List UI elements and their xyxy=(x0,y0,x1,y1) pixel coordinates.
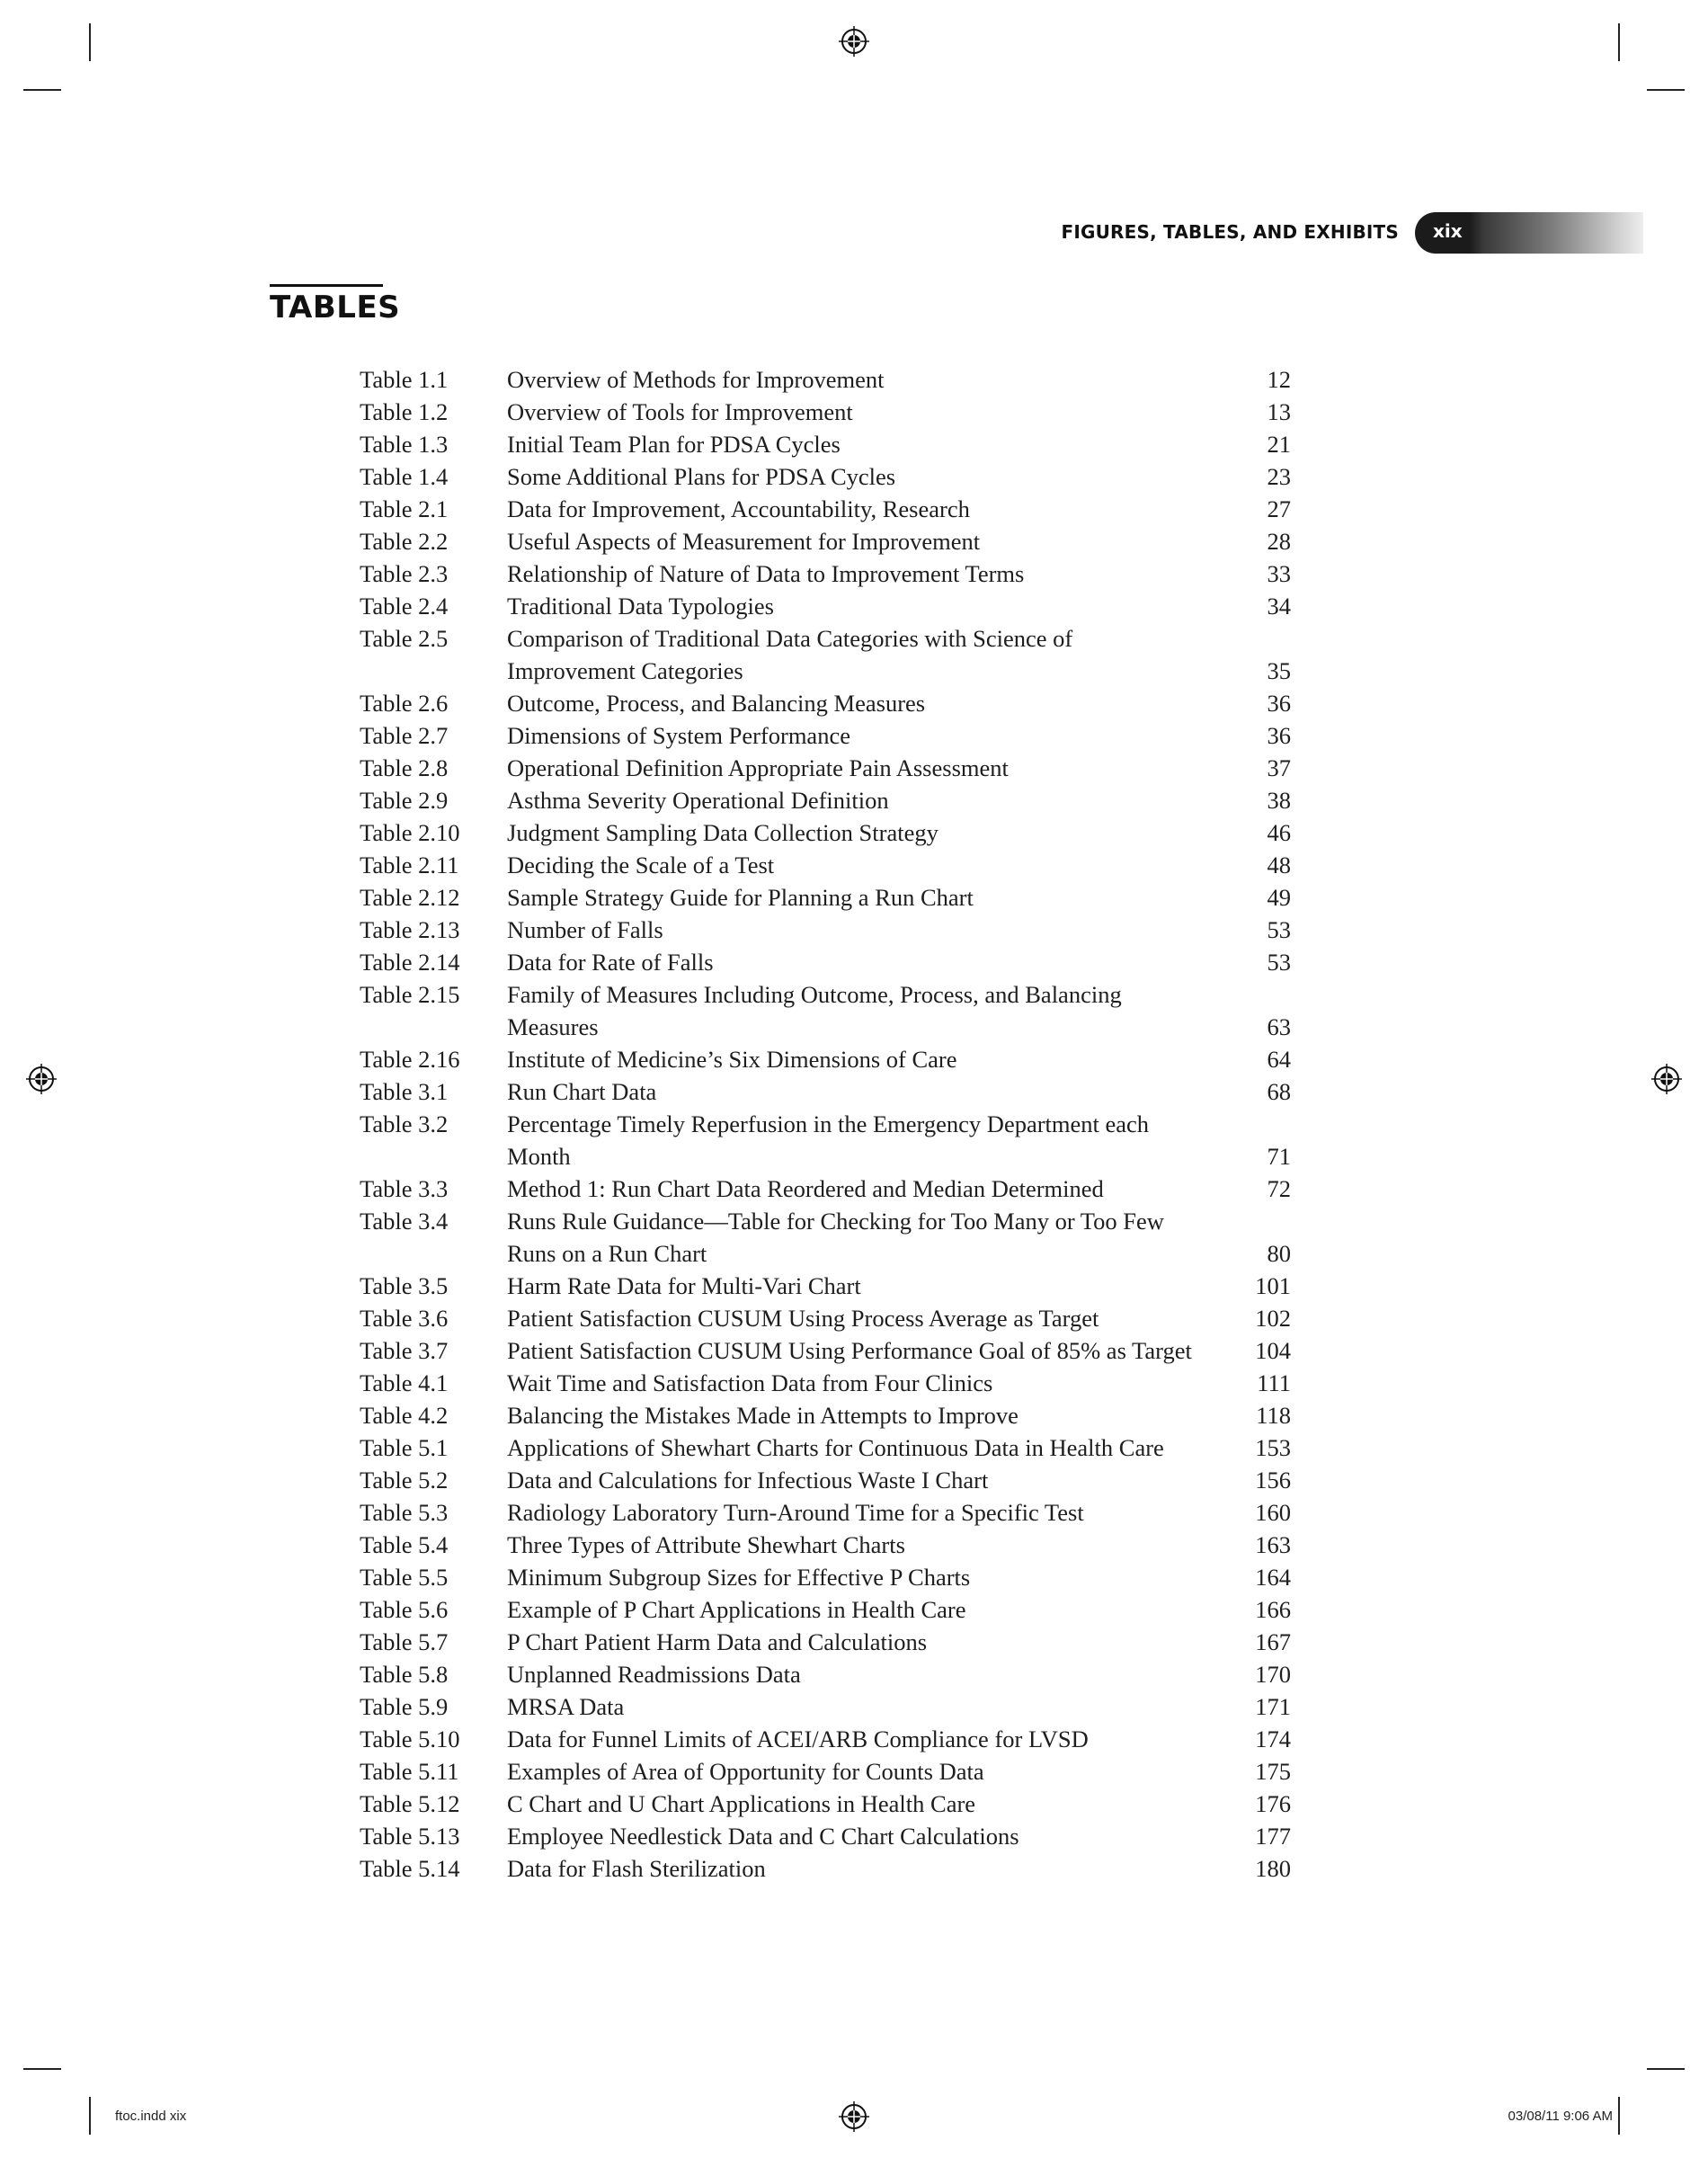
table-title: Data for Rate of Falls xyxy=(507,949,714,976)
toc-entry xyxy=(360,1108,1291,1173)
table-number: Table 5.5 xyxy=(360,1564,449,1591)
table-number: Table 2.8 xyxy=(360,754,449,781)
table-title: Deciding the Scale of a Test xyxy=(507,852,775,878)
page-number: 35 xyxy=(1267,657,1291,684)
toc-entry xyxy=(360,752,1291,784)
page-number: 166 xyxy=(1255,1596,1291,1623)
page-number: 175 xyxy=(1255,1758,1291,1785)
toc-entry xyxy=(360,784,1291,816)
table-title: Unplanned Readmissions Data xyxy=(507,1661,801,1688)
table-title: Number of Falls xyxy=(507,916,663,943)
table-number: Table 5.4 xyxy=(360,1531,449,1558)
page-number: 171 xyxy=(1255,1693,1291,1720)
page-number: 28 xyxy=(1267,528,1291,555)
toc-entry xyxy=(360,1302,1291,1334)
page-number: 177 xyxy=(1255,1823,1291,1850)
table-number: Table 5.3 xyxy=(360,1499,449,1526)
toc-entry xyxy=(360,1205,1291,1270)
page-number: 63 xyxy=(1267,1013,1291,1040)
table-number: Table 4.2 xyxy=(360,1402,449,1429)
crop-mark-bottom-right xyxy=(1618,2097,1620,2135)
table-title: Method 1: Run Chart Data Reordered and Median Determined xyxy=(507,1175,1104,1202)
toc-entry xyxy=(360,1561,1291,1593)
toc-entry xyxy=(360,816,1291,849)
table-title: Data for Improvement, Accountability, Research xyxy=(507,495,970,522)
toc-entry xyxy=(360,1690,1291,1723)
page-number: 21 xyxy=(1267,431,1291,458)
table-number: Table 5.6 xyxy=(360,1596,449,1623)
crop-mark-top-right xyxy=(1647,89,1685,91)
table-title: Family of Measures Including Outcome, Process, and Balancing Measures xyxy=(507,981,1122,1040)
toc-entry xyxy=(360,493,1291,525)
table-number: Table 5.8 xyxy=(360,1661,449,1688)
table-title: Employee Needlestick Data and C Chart Calculations xyxy=(507,1823,1019,1850)
table-title: Comparison of Traditional Data Categories with Science of Improvement Categories xyxy=(507,625,1073,684)
page-number: 101 xyxy=(1255,1272,1291,1299)
page-number: 23 xyxy=(1267,463,1291,490)
table-number: Table 2.5 xyxy=(360,625,449,652)
table-title: Sample Strategy Guide for Planning a Run Chart xyxy=(507,884,974,911)
table-title: Data for Flash Sterilization xyxy=(507,1855,766,1882)
page-number: 68 xyxy=(1267,1078,1291,1105)
page-number: 102 xyxy=(1255,1305,1291,1332)
page-number: 176 xyxy=(1255,1790,1291,1817)
table-number: Table 5.14 xyxy=(360,1855,460,1882)
page-number: 33 xyxy=(1267,560,1291,587)
table-number: Table 1.3 xyxy=(360,431,449,458)
toc-entry xyxy=(360,1431,1291,1464)
table-title: Traditional Data Typologies xyxy=(507,593,774,620)
table-title: Wait Time and Satisfaction Data from Four Clinics xyxy=(507,1369,993,1396)
table-title: Radiology Laboratory Turn-Around Time for a Specific Test xyxy=(507,1499,1084,1526)
page-number: 36 xyxy=(1267,722,1291,749)
table-title: Runs Rule Guidance—Table for Checking for Too Many or Too Few Runs on a Run Chart xyxy=(507,1208,1164,1267)
toc-entry xyxy=(360,1367,1291,1399)
table-title: Example of P Chart Applications in Health Care xyxy=(507,1596,966,1623)
toc-entry xyxy=(360,1075,1291,1108)
table-title: Harm Rate Data for Multi-Vari Chart xyxy=(507,1272,861,1299)
page-number: 13 xyxy=(1267,398,1291,425)
page-number: 174 xyxy=(1255,1726,1291,1752)
toc-entry xyxy=(360,719,1291,752)
toc-entry xyxy=(360,622,1291,687)
page-number: 48 xyxy=(1267,852,1291,878)
table-number: Table 3.1 xyxy=(360,1078,449,1105)
footer-timestamp: 03/08/11 9:06 AM xyxy=(1508,2109,1613,2124)
page-number: 49 xyxy=(1267,884,1291,911)
page-number: 36 xyxy=(1267,690,1291,717)
table-title: Operational Definition Appropriate Pain Assessment xyxy=(507,754,1009,781)
crop-mark-bottom-left xyxy=(23,2068,61,2070)
toc-entry xyxy=(360,1820,1291,1852)
table-number: Table 3.6 xyxy=(360,1305,449,1332)
table-title: MRSA Data xyxy=(507,1693,625,1720)
table-number: Table 2.16 xyxy=(360,1046,460,1073)
page-number: 34 xyxy=(1267,593,1291,620)
page-number-tab xyxy=(1415,212,1643,254)
page-number: 53 xyxy=(1267,949,1291,976)
page-number: 104 xyxy=(1255,1337,1291,1364)
table-number: Table 2.14 xyxy=(360,949,460,976)
page-number: 153 xyxy=(1255,1434,1291,1461)
table-number: Table 5.7 xyxy=(360,1628,449,1655)
table-number: Table 2.11 xyxy=(360,852,459,878)
toc-entry xyxy=(360,1658,1291,1690)
page-number: 167 xyxy=(1255,1628,1291,1655)
toc-entry xyxy=(360,1496,1291,1529)
toc-entry xyxy=(360,1529,1291,1561)
table-title: Minimum Subgroup Sizes for Effective P Charts xyxy=(507,1564,971,1591)
table-title: Data and Calculations for Infectious Waste I Chart xyxy=(507,1467,989,1494)
page-number: 164 xyxy=(1255,1564,1291,1591)
registration-mark-left-icon xyxy=(26,1064,57,1094)
page-number: 71 xyxy=(1267,1143,1291,1170)
table-number: Table 2.1 xyxy=(360,495,449,522)
table-number: Table 2.2 xyxy=(360,528,449,555)
toc-entry xyxy=(360,1593,1291,1626)
table-number: Table 5.9 xyxy=(360,1693,449,1720)
table-title: Outcome, Process, and Balancing Measures xyxy=(507,690,926,717)
table-number: Table 5.13 xyxy=(360,1823,460,1850)
page-number: 163 xyxy=(1255,1531,1291,1558)
page-number: 27 xyxy=(1267,495,1291,522)
table-number: Table 5.2 xyxy=(360,1467,449,1494)
toc-entry xyxy=(360,849,1291,881)
toc-entry xyxy=(360,946,1291,978)
toc-entry xyxy=(360,557,1291,590)
running-header-title: FIGURES, TABLES, AND EXHIBITS xyxy=(1061,221,1399,243)
table-title: P Chart Patient Harm Data and Calculations xyxy=(507,1628,928,1655)
toc-entry xyxy=(360,1852,1291,1885)
table-title: Three Types of Attribute Shewhart Charts xyxy=(507,1531,905,1558)
table-title: Balancing the Mistakes Made in Attempts to Improve xyxy=(507,1402,1019,1429)
table-number: Table 2.4 xyxy=(360,593,449,620)
table-number: Table 2.3 xyxy=(360,560,449,587)
table-title: Useful Aspects of Measurement for Improvement xyxy=(507,528,981,555)
table-number: Table 3.5 xyxy=(360,1272,449,1299)
page-number: 118 xyxy=(1256,1402,1291,1429)
toc-entry xyxy=(360,881,1291,914)
toc-entry xyxy=(360,1626,1291,1658)
page-number: xix xyxy=(1433,220,1463,242)
toc-entry xyxy=(360,1334,1291,1367)
table-title: Initial Team Plan for PDSA Cycles xyxy=(507,431,841,458)
table-title: Run Chart Data xyxy=(507,1078,657,1105)
table-number: Table 4.1 xyxy=(360,1369,449,1396)
table-title: Data for Funnel Limits of ACEI/ARB Compliance for LVSD xyxy=(507,1726,1089,1752)
page-number: 38 xyxy=(1267,787,1291,814)
registration-mark-top-icon xyxy=(839,26,869,57)
table-number: Table 1.4 xyxy=(360,463,449,490)
toc-entry xyxy=(360,1788,1291,1820)
table-number: Table 3.2 xyxy=(360,1110,449,1137)
toc-entry xyxy=(360,687,1291,719)
table-title: Overview of Methods for Improvement xyxy=(507,366,885,393)
table-title: C Chart and U Chart Applications in Health Care xyxy=(507,1790,976,1817)
toc-entry xyxy=(360,1755,1291,1788)
table-title: Dimensions of System Performance xyxy=(507,722,850,749)
page-number: 37 xyxy=(1267,754,1291,781)
running-header xyxy=(899,212,1643,254)
table-number: Table 5.1 xyxy=(360,1434,449,1461)
toc-entry xyxy=(360,1173,1291,1205)
toc-entry xyxy=(360,978,1291,1043)
table-title: Percentage Timely Reperfusion in the Emergency Department each Month xyxy=(507,1110,1150,1170)
crop-mark-top-right xyxy=(1618,23,1620,61)
table-number: Table 2.7 xyxy=(360,722,449,749)
page-number: 80 xyxy=(1267,1240,1291,1267)
section-rule xyxy=(270,284,383,287)
tables-list xyxy=(360,363,1291,1885)
crop-mark-top-left xyxy=(23,89,61,91)
table-title: Relationship of Nature of Data to Improvement Terms xyxy=(507,560,1025,587)
table-number: Table 2.13 xyxy=(360,916,460,943)
crop-mark-bottom-left xyxy=(89,2097,91,2135)
table-number: Table 3.4 xyxy=(360,1208,449,1235)
toc-entry xyxy=(360,525,1291,557)
table-title: Applications of Shewhart Charts for Continuous Data in Health Care xyxy=(507,1434,1164,1461)
page-number: 72 xyxy=(1267,1175,1291,1202)
table-number: Table 2.9 xyxy=(360,787,449,814)
table-number: Table 2.15 xyxy=(360,981,460,1008)
table-title: Overview of Tools for Improvement xyxy=(507,398,853,425)
page-number: 170 xyxy=(1255,1661,1291,1688)
toc-entry xyxy=(360,428,1291,460)
table-number: Table 3.7 xyxy=(360,1337,449,1364)
table-number: Table 1.1 xyxy=(360,366,449,393)
table-number: Table 5.11 xyxy=(360,1758,459,1785)
toc-entry xyxy=(360,1270,1291,1302)
footer-file-slug: ftoc.indd xix xyxy=(115,2109,187,2124)
page-number: 111 xyxy=(1257,1369,1291,1396)
table-title: Patient Satisfaction CUSUM Using Performance Goal of 85% as Target xyxy=(507,1337,1192,1364)
page-number: 64 xyxy=(1267,1046,1291,1073)
toc-entry xyxy=(360,1723,1291,1755)
section-title: TABLES xyxy=(270,290,401,325)
toc-entry xyxy=(360,1399,1291,1431)
table-title: Asthma Severity Operational Definition xyxy=(507,787,889,814)
toc-entry xyxy=(360,1043,1291,1075)
table-title: Patient Satisfaction CUSUM Using Process Average as Target xyxy=(507,1305,1099,1332)
table-title: Examples of Area of Opportunity for Counts Data xyxy=(507,1758,984,1785)
table-number: Table 3.3 xyxy=(360,1175,449,1202)
table-number: Table 1.2 xyxy=(360,398,449,425)
page-number: 160 xyxy=(1255,1499,1291,1526)
page-number: 46 xyxy=(1267,819,1291,846)
page-number: 180 xyxy=(1255,1855,1291,1882)
page-number: 12 xyxy=(1267,366,1291,393)
registration-mark-bottom-icon xyxy=(839,2101,869,2132)
table-number: Table 2.10 xyxy=(360,819,460,846)
crop-mark-bottom-right xyxy=(1647,2068,1685,2070)
toc-entry xyxy=(360,460,1291,493)
table-number: Table 2.12 xyxy=(360,884,460,911)
table-title: Some Additional Plans for PDSA Cycles xyxy=(507,463,896,490)
table-number: Table 2.6 xyxy=(360,690,449,717)
toc-entry xyxy=(360,363,1291,396)
table-title: Judgment Sampling Data Collection Strategy xyxy=(507,819,939,846)
page-number: 53 xyxy=(1267,916,1291,943)
toc-entry xyxy=(360,396,1291,428)
toc-entry xyxy=(360,1464,1291,1496)
table-number: Table 5.12 xyxy=(360,1790,460,1817)
toc-entry xyxy=(360,914,1291,946)
toc-entry xyxy=(360,590,1291,622)
registration-mark-right-icon xyxy=(1651,1064,1682,1094)
crop-mark-top-left xyxy=(89,23,91,61)
table-title: Institute of Medicine’s Six Dimensions of Care xyxy=(507,1046,957,1073)
page-number: 156 xyxy=(1255,1467,1291,1494)
table-number: Table 5.10 xyxy=(360,1726,460,1752)
